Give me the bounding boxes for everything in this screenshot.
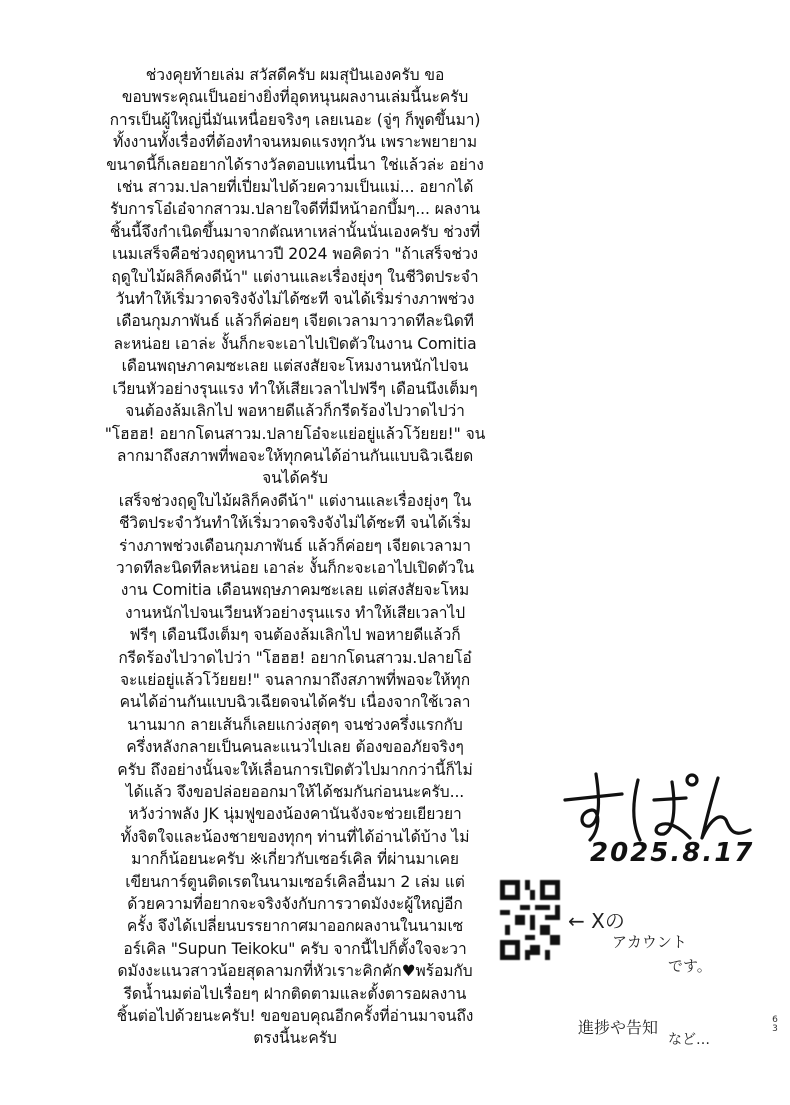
- page-number: 6 3: [772, 1015, 778, 1034]
- note-line-account: アカウント: [612, 933, 687, 951]
- note-line-nado: など…: [668, 1032, 710, 1048]
- signature-date: 2025.8.17: [590, 838, 755, 868]
- qr-code-icon[interactable]: [500, 880, 560, 960]
- afterword-text-block: [60, 64, 530, 1050]
- author-signature: [560, 760, 760, 900]
- note-line-desu: です。: [668, 957, 712, 975]
- afterword-body: ช่วงคุยท้ายเล่ม สวัสดีครับ ผมสุปันเองครับ ขอ ขอบพระคุณเป็นอย่างยิ่งที่อุดหนุนผลงานเล่มนี้นะครับ การเป็นผู้ใหญ่นี่มันเหนื่อยจริงๆ เลยเนอะ (จู่ๆ ก็พูดขึ้นมา) ทั้งงานทั้งเรื่องที่ต้องทำจนหมดแรงทุกวัน เพราะพยายาม ขนาดนี้ก็เลยอยากได้รางวัลตอบแทนนี่นา ใช่แล้วล่ะ อย่าง เช่น สาวม.ปลายที่เปี่ยมไปด้วยความเป็นแม่... อยากได้ รับการโอ๋เอ๋จากสาวม.ปลายใจดีที่มีหน้าอกบึ้มๆ... ผลงาน ชิ้นนี้จึงกำเนิดขึ้นมาจากตัณหาเหล่านั้นนั่นเองครับ ช่วงที่ เนมเสร็จคือช่วงฤดูหนาวปี 2024 พอคิดว่า "ถ้าเสร็จช่วง ฤดูใบไม้ผลิก็คงดีน้า" แต่งานและเรื่องยุ่งๆ ในชีวิตประจำ วันทำให้เริ่มวาดจริงจังไม่ได้ซะที จนได้เริ่มร่างภาพช่วง เดือนกุมภาพันธ์ แล้วก็ค่อยๆ เจียดเวลามาวาดทีละนิดที ละหน่อย เอาล่ะ งั้นก็กะจะเอาไปเปิดตัวในงาน Comitia เดือนพฤษภาคมซะเลย แต่สงสัยจะโหมงานหนักไปจน เวียนหัวอย่างรุนแรง ทำให้เสียเวลาไปฟรีๆ เดือนนึงเต็มๆ จนต้องล้มเลิกไป พอหายดีแล้วก็กรีดร้องไปวาดไปว่า "โฮฮฮ! อยากโดนสาวม.ปลายโอ๋จะแย่อยู่แล้วโว้ยยย!" จน ลากมาถึงสภาพที่พอจะให้ทุกคนได้อ่านกันแบบฉิวเฉียด จนได้ครับ เสร็จช่วงฤดูใบไม้ผลิก็คงดีน้า" แต่งานและเรื่องยุ่งๆ ใน ชีวิตประจำวันทำให้เริ่มวาดจริงจังไม่ได้ซะที จนได้เริ่ม ร่างภาพช่วงเดือนกุมภาพันธ์ แล้วก็ค่อยๆ เจียดเวลามา วาดทีละนิดทีละหน่อย เอาล่ะ งั้นก็กะจะเอาไปเปิดตัวใน งาน Comitia เดือนพฤษภาคมซะเลย แต่สงสัยจะโหม งานหนักไปจนเวียนหัวอย่างรุนแรง ทำให้เสียเวลาไป ฟรีๆ เดือนนึงเต็มๆ จนต้องล้มเลิกไป พอหายดีแล้วก็ กรีดร้องไปวาดไปว่า "โฮฮฮ! อยากโดนสาวม.ปลายโอ๋ จะแย่อยู่แล้วโว้ยยย!" จนลากมาถึงสภาพที่พอจะให้ทุก คนได้อ่านกันแบบฉิวเฉียดจนได้ครับ เนื่องจากใช้เวลา นานมาก ลายเส้นก็เลยแกว่งสุดๆ จนช่วงครึ่งแรกกับ ครึ่งหลังกลายเป็นคนละแนวไปเลย ต้องขออภัยจริงๆ ครับ ถึงอย่างนั้นจะให้เลื่อนการเปิดตัวไปมากกว่านี้ก็ไม่ ได้แล้ว จึงขอปล่อยออกมาให้ได้ชมกันก่อนนะครับ... หวังว่าพลัง JK นุ่มฟูของน้องคานันจังจะช่วยเยียวยา ทั้งจิตใจและน้องชายของทุกๆ ท่านที่ได้อ่านได้บ้าง ไม่ มากก็น้อยนะครับ ※เกี่ยวกับเซอร์เคิล ที่ผ่านมาเคย เขียนการ์ตูนติดเรตในนามเซอร์เคิลอื่นมา 2 เล่ม แต่ ด้วยความที่อยากจะจริงจังกับการวาดมังงะผู้ใหญ่อีก ครั้ง จึงได้เปลี่ยนบรรยากาศมาออกผลงานในนามเซ อร์เคิล "Supun Teikoku" ครับ จากนี้ไปก็ตั้งใจจะวา ดมังงะแนวสาวน้อยสุดลามกที่หัวเราะคิกคัก♥พร้อมกับ รีดน้ำนมต่อไปเรื่อยๆ ฝากติดตามและตั้งตารอผลงาน ชิ้นต่อไปด้วยนะครับ! ขอขอบคุณอีกครั้งที่อ่านมาจนถึง ตรงนี้นะครับ: [104, 66, 486, 1048]
- signature-image: [560, 760, 760, 900]
- note-line-x: ← Xの: [568, 909, 625, 933]
- note-line-progress: 進捗や告知: [578, 1018, 659, 1037]
